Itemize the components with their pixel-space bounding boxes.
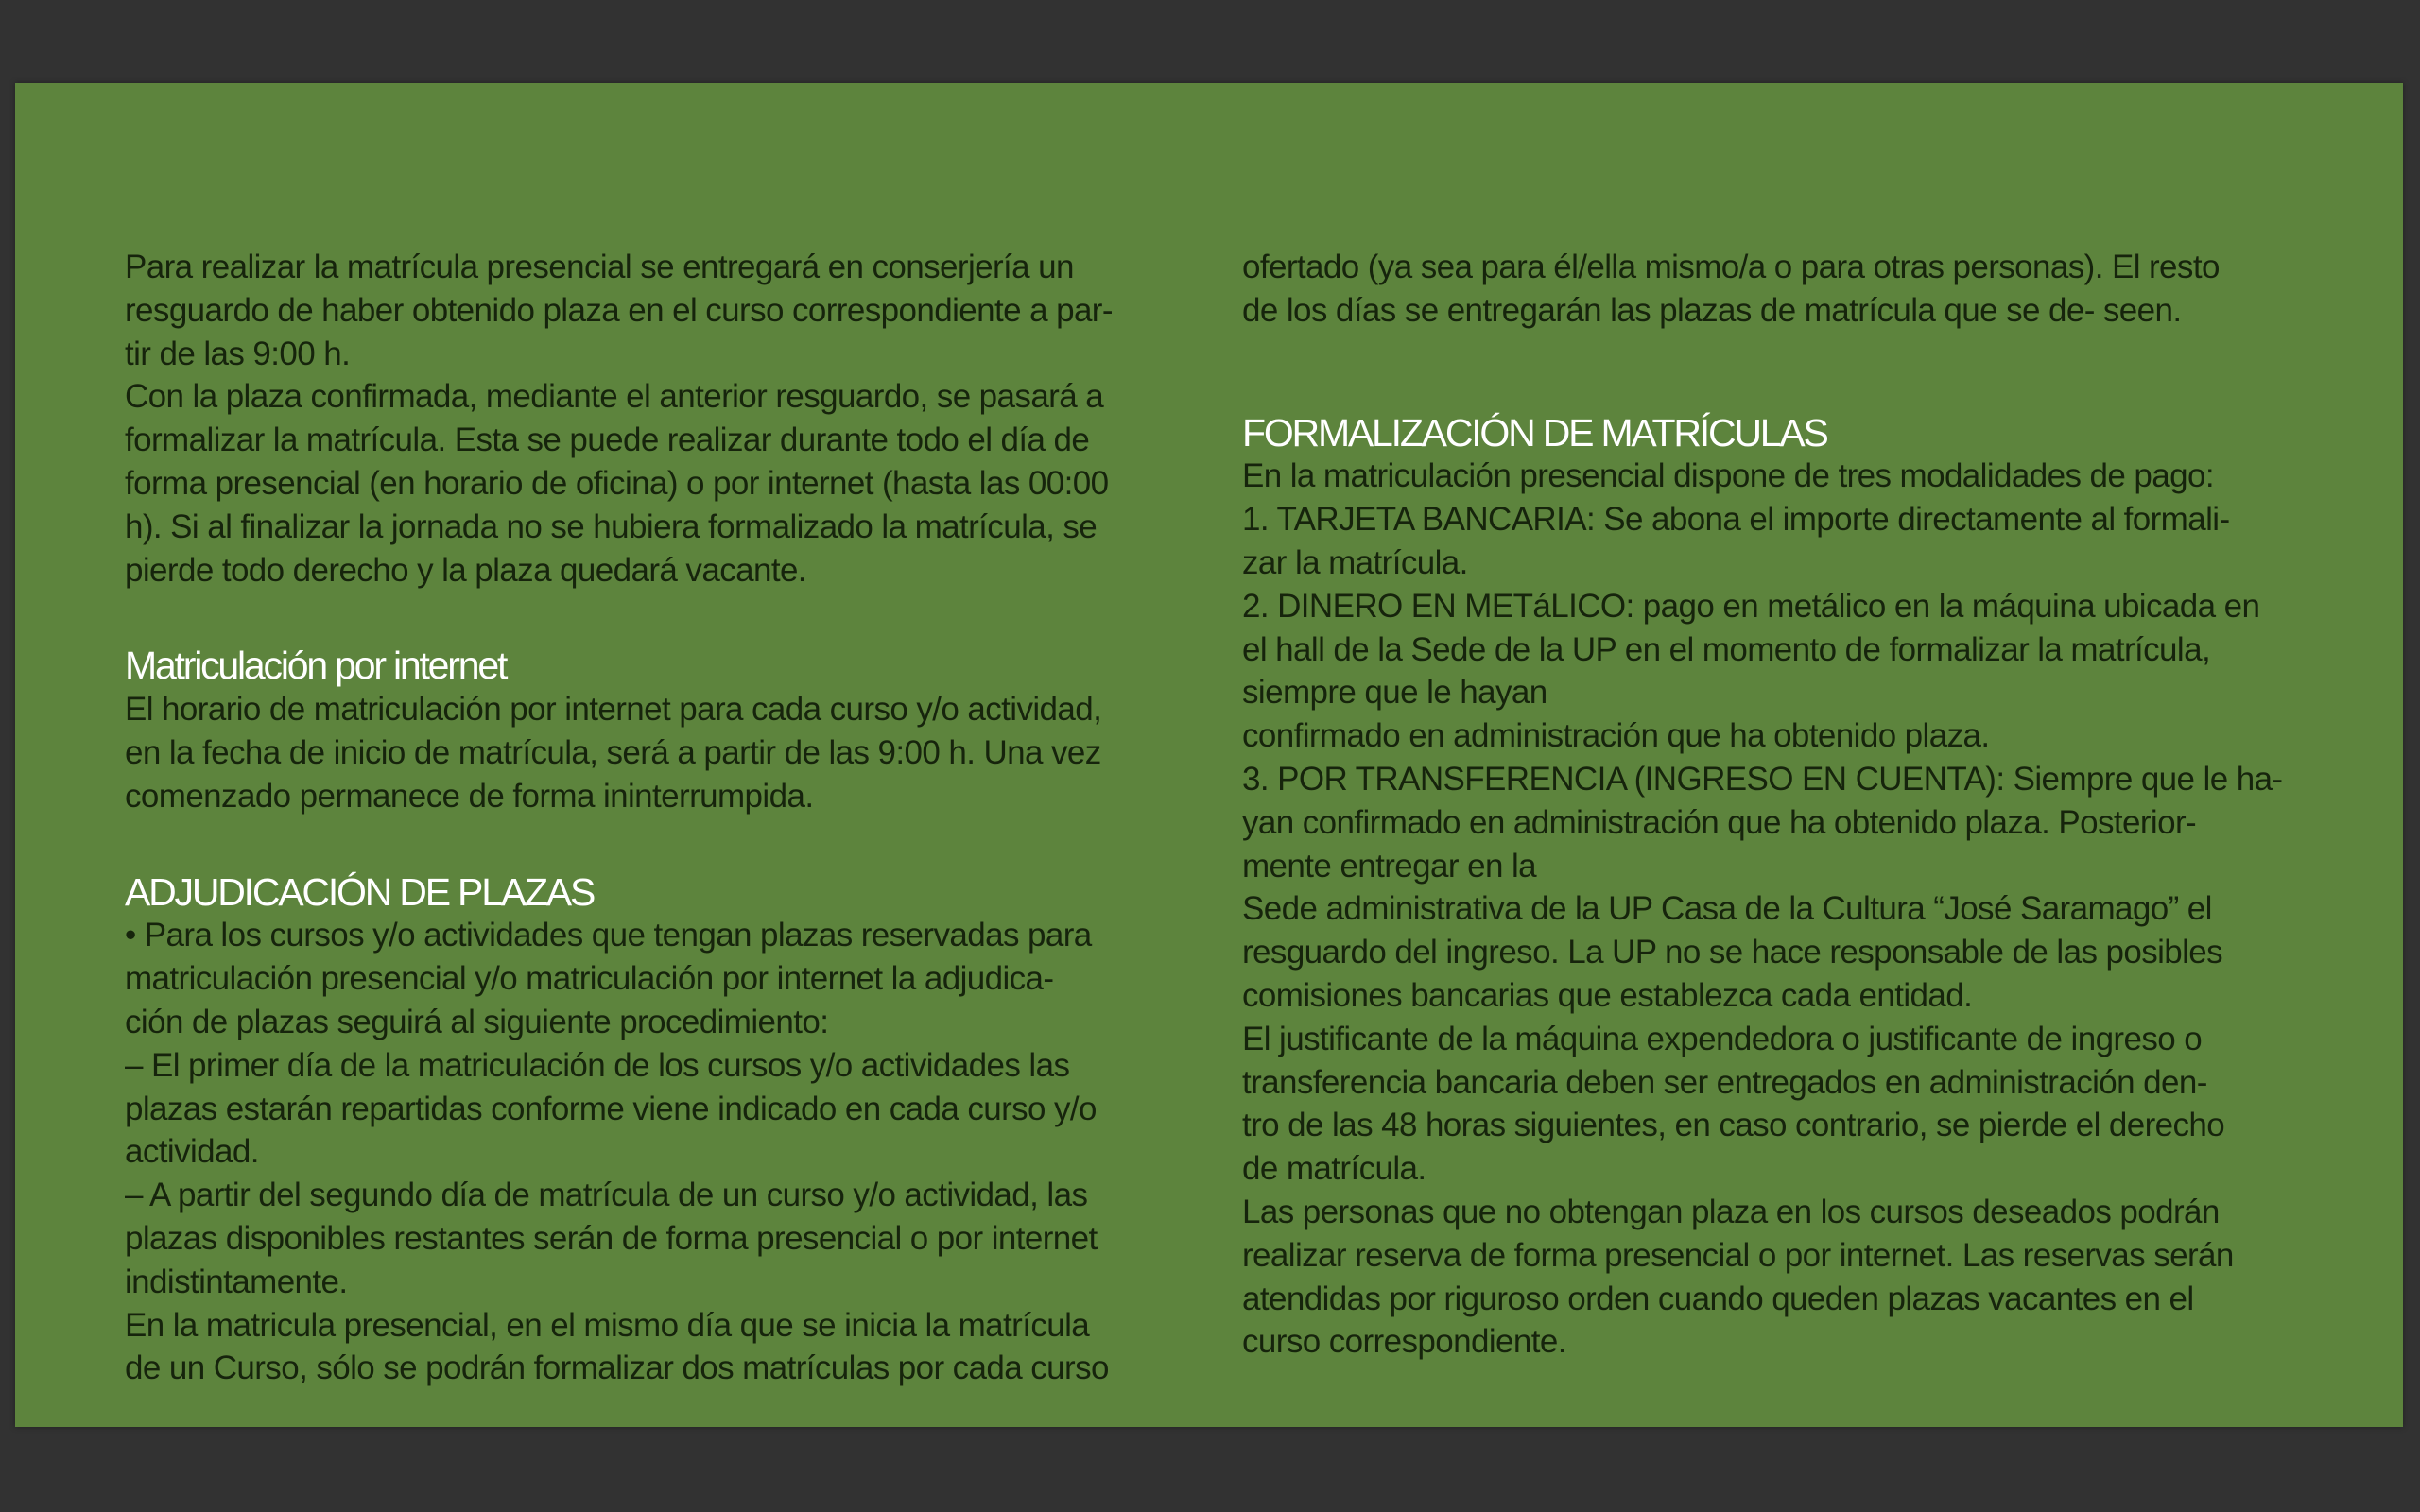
text-line: En la matricula presencial, en el mismo día que se inicia la matrícula	[125, 1306, 1090, 1344]
heading-adjudicacion: ADJUDICACIÓN DE PLAZAS	[125, 869, 595, 914]
text-line: actividad.	[125, 1133, 259, 1171]
text-line: en la fecha de inicio de matrícula, será a partir de las 9:00 h. Una vez	[125, 733, 1101, 771]
internet-paragraph	[125, 688, 1212, 817]
text-line: tro de las 48 horas siguientes, en caso contrario, se pierde el derecho	[1242, 1107, 2225, 1144]
text-line: plazas disponibles restantes serán de forma presencial o por internet	[125, 1219, 1098, 1257]
text-line: confirmado en administración que ha obtenido plaza.	[1242, 717, 1990, 755]
text-line: formalizar la matrícula. Esta se puede realizar durante todo el día de	[125, 421, 1090, 459]
text-line: 1. TARJETA BANCARIA: Se abona el importe directamente al formali-	[1242, 501, 2230, 539]
text-line: Para realizar la matrícula presencial se entregará en conserjería un	[125, 249, 1074, 285]
heading-internet: Matriculación por internet	[125, 644, 507, 688]
text-line: curso correspondiente.	[1242, 1323, 1566, 1361]
text-line: de los días se entregarán las plazas de matrícula que se de- seen.	[1242, 291, 2182, 329]
text-line: Con la plaza confirmada, mediante el anterior resguardo, se pasará a	[125, 378, 1104, 416]
text-line: plazas estarán repartidas conforme viene indicado en cada curso y/o	[125, 1090, 1097, 1127]
text-line: – A partir del segundo día de matrícula de un curso y/o actividad, las	[125, 1177, 1088, 1214]
text-line: – El primer día de la matriculación de los cursos y/o actividades las	[125, 1046, 1070, 1084]
text-line: Sede administrativa de la UP Casa de la Cultura “José Saramago” el	[1242, 890, 2212, 928]
continuation-paragraph	[1242, 246, 2325, 333]
text-line: de un Curso, sólo se podrán formalizar dos matrículas por cada curso	[125, 1349, 1109, 1387]
text-line: tir de las 9:00 h.	[125, 335, 351, 372]
text-line: resguardo del ingreso. La UP no se hace responsable de las posibles	[1242, 934, 2223, 971]
text-line: transferencia bancaria deben ser entregados en administración den-	[1242, 1063, 2207, 1101]
text-line: siempre que le hayan	[1242, 674, 1547, 712]
adjudicacion-paragraph	[125, 914, 1212, 1390]
text-line: El horario de matriculación por internet para cada curso y/o actividad,	[125, 691, 1102, 729]
formalizacion-paragraph	[1242, 455, 2325, 1364]
text-line: indistintamente.	[125, 1263, 348, 1300]
text-line: el hall de la Sede de la UP en el momento de formalizar la matrícula,	[1242, 630, 2211, 668]
document-page	[15, 83, 2403, 1427]
text-line: resguardo de haber obtenido plaza en el curso correspondiente a par-	[125, 291, 1113, 329]
left-column	[125, 246, 1212, 1390]
text-line: comenzado permanece de forma ininterrumpida.	[125, 777, 814, 815]
text-line: ofertado (ya sea para él/ella mismo/a o para otras personas). El resto	[1242, 249, 2220, 285]
text-line: forma presencial (en horario de oficina) o por internet (hasta las 00:00	[125, 464, 1109, 502]
text-line: zar la matrícula.	[1242, 543, 1468, 581]
intro-paragraph	[125, 246, 1212, 592]
right-column	[1242, 246, 2325, 1364]
text-line: matriculación presencial y/o matriculación por internet la adjudica-	[125, 960, 1054, 998]
text-line: mente entregar en la	[1242, 847, 1536, 885]
text-line: yan confirmado en administración que ha obtenido plaza. Posterior-	[1242, 803, 2197, 841]
text-line: ción de plazas seguirá al siguiente procedimiento:	[125, 1003, 829, 1040]
text-line: 3. POR TRANSFERENCIA (INGRESO EN CUENTA): Siempre que le ha-	[1242, 760, 2283, 798]
text-line: En la matriculación presencial dispone de tres modalidades de pago:	[1242, 457, 2214, 495]
text-line: • Para los cursos y/o actividades que tengan plazas reservadas para	[125, 917, 1092, 954]
text-line: El justificante de la máquina expendedora o justificante de ingreso o	[1242, 1020, 2203, 1057]
heading-formalizacion: FORMALIZACIÓN DE MATRÍCULAS	[1242, 410, 1827, 455]
text-line: pierde todo derecho y la plaza quedará vacante.	[125, 551, 806, 589]
text-line: de matrícula.	[1242, 1150, 1426, 1188]
text-line: atendidas por riguroso orden cuando queden plazas vacantes en el	[1242, 1280, 2194, 1317]
text-line: Las personas que no obtengan plaza en los cursos deseados podrán	[1242, 1193, 2220, 1230]
text-line: comisiones bancarias que establezca cada entidad.	[1242, 976, 1973, 1014]
text-line: realizar reserva de forma presencial o por internet. Las reservas serán	[1242, 1236, 2234, 1274]
text-line: h). Si al finalizar la jornada no se hubiera formalizado la matrícula, se	[125, 507, 1098, 545]
text-line: 2. DINERO EN METáLICO: pago en metálico en la máquina ubicada en	[1242, 587, 2260, 625]
